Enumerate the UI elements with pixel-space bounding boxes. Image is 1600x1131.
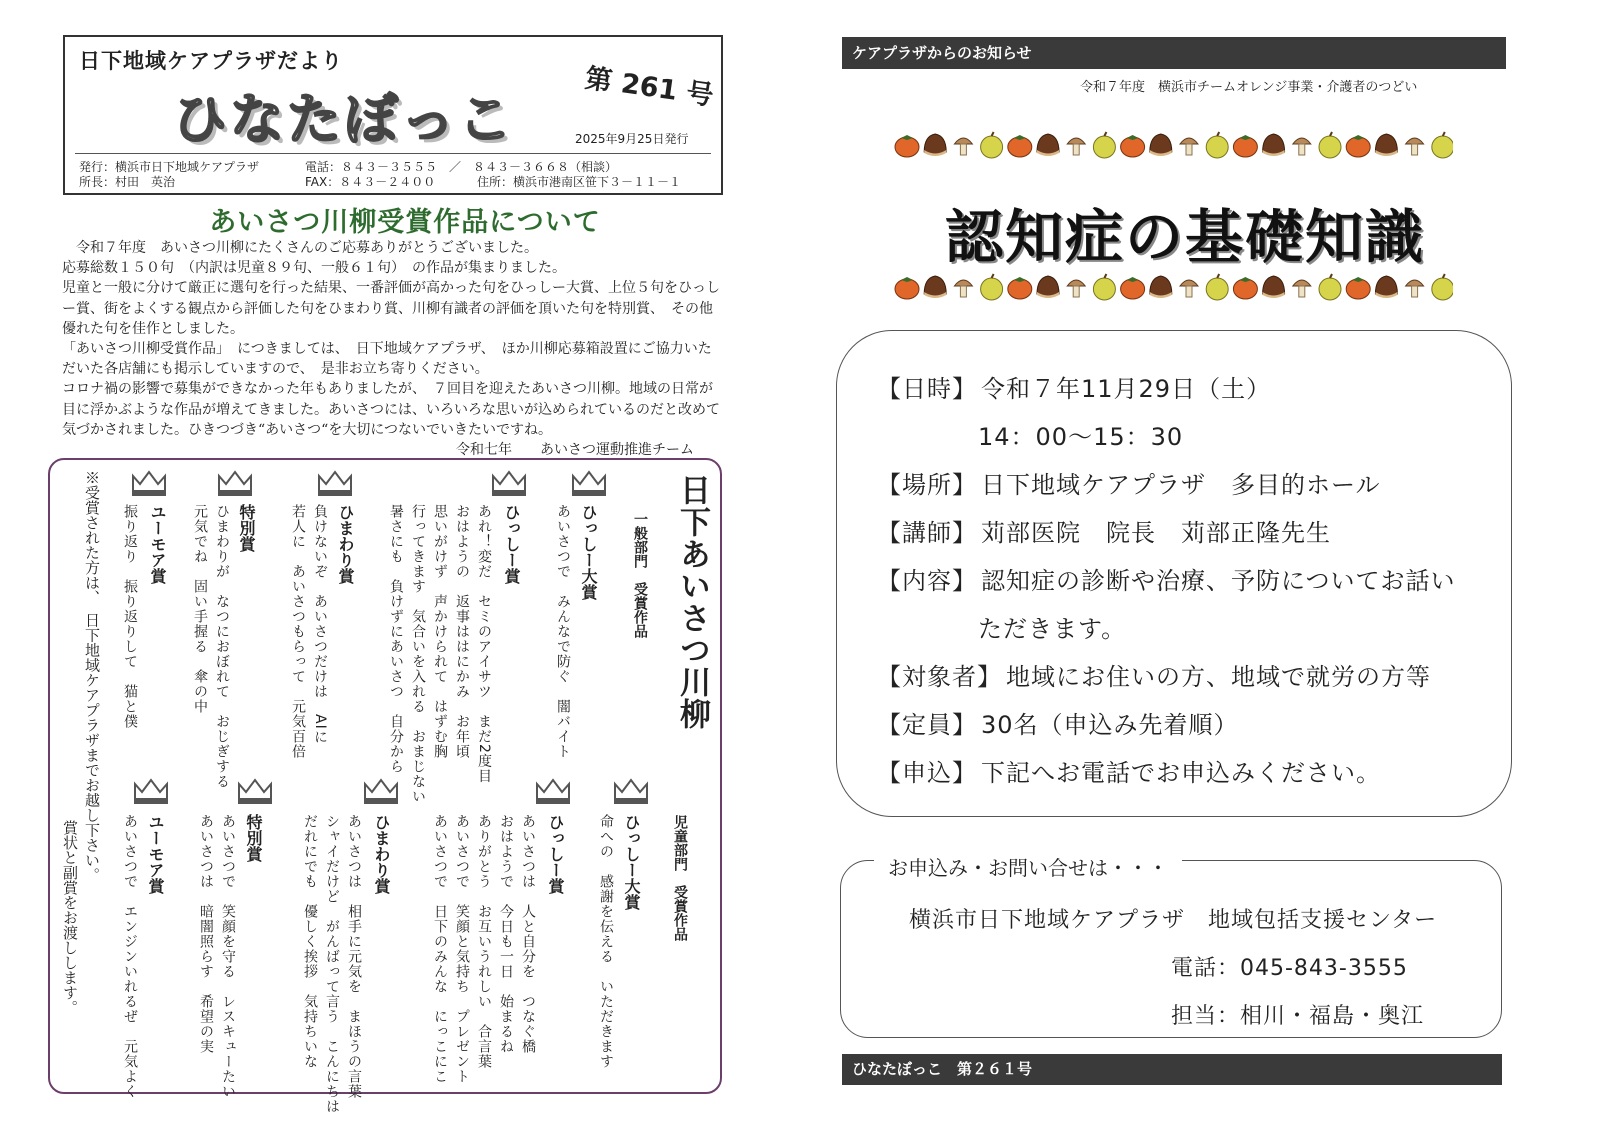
detail-value: 令和７年11月29日（土） [981,375,1272,403]
masthead [63,35,723,195]
award-general-humor: ユーモア賞 [148,504,167,584]
inquiry-heading: お申込み・お問い合せは・・・ [874,852,1182,881]
pear-icon [1093,274,1115,300]
persimmon-icon [1346,277,1370,299]
inquiry-organization: 横浜市日下地域ケアプラザ 地域包括支援センター [909,908,1438,933]
inquiry-phone: 電話：045-843-3555 [1171,956,1408,981]
chestnut-icon [924,276,946,298]
crown-icon [534,776,572,806]
chestnut-icon [1375,134,1397,156]
child-category-label: 児童部門 受賞作品 [672,815,688,941]
fruit-border-bottom [893,272,1453,302]
detail-datetime [877,369,1271,404]
pear-icon [981,274,1003,300]
poem: ひまわりが なつにおぼれて おじぎする [214,504,230,789]
poem: 思いがけず 声かけられて はずむ胸 [432,504,448,759]
detail-value: 30名（申込み先着順） [981,711,1239,739]
award-child-special: 特別賞 [244,814,263,862]
poem: あいさつで 日下のみんな にっこにこ [432,814,448,1084]
persimmon-icon [1121,277,1145,299]
mushroom-icon [1293,280,1311,297]
event-subtitle: 令和７年度 横浜市チームオレンジ事業・介護者のつどい [1080,80,1418,95]
award-general-grand: ひっしー大賞 [579,504,598,600]
mushroom-icon [954,138,972,155]
pear-icon [1206,132,1228,158]
article-body [62,238,724,460]
award-general-himawari: ひまわり賞 [336,504,355,584]
poem: おはようの 返事ははにかみ お年頃 [454,504,470,759]
pear-icon [1319,274,1341,300]
pear-icon [1206,274,1228,300]
article-paragraph: コロナ禍の影響で募集ができなかった年もありましたが、 ７回目を迎えたあいさつ川柳。地域の日常が目に浮かぶような作品が増えてきました。あいさつには、いろいろな思いが込められているのだと改めて気づかされました。ひきつづき“あいさつ“を大切につないでいきたいですね。 [62,381,720,438]
poem: ありがとう お互いうれしい 合言葉 [476,814,492,1069]
award-child-himawari: ひまわり賞 [372,814,391,894]
detail-label: 【申込】 [877,759,977,787]
detail-value: 下記へお電話でお申込みください。 [981,759,1381,787]
poem: シャイだけど がんばって言う こんにちは [324,814,340,1114]
poem: あいさつで 笑顔と気持ち プレゼント [454,814,470,1084]
publisher: 発行：横浜市日下地域ケアプラザ [79,160,260,174]
newsletter-subtitle: 日下地域ケアプラザだより [79,49,343,73]
crown-icon [362,776,400,806]
pear-icon [1319,132,1341,158]
article-signature: 令和七年 あいさつ運動推進チーム [456,442,694,459]
article-paragraph: 「あいさつ川柳受賞作品」 につきましては、 日下地域ケアプラザ、 ほか川柳応募箱設置にご協力いただいた各店舗にも掲示していますので、 是非お立ち寄りください。 [62,341,712,378]
article-paragraph: 児童と一般に分けて厳正に選句を行った結果、一番評価が高かった句をひっしー大賞、上位５句をひっしー賞、街をよくする観点から評価した句をひまわり賞、川柳有識者の評価を頂いた句を特別賞、 その他優れた句を佳作としました。 [62,280,720,337]
persimmon-icon [1008,135,1032,157]
fax: FAX：８４３－２４００ [305,175,436,189]
award-note: 賞状と副賞をお渡しします。 [61,820,79,1015]
poem: あいさつは 暗闇照らす 希望の実 [198,814,214,1054]
persimmon-icon [1008,277,1032,299]
senryu-title: 日下あいさつ川柳 [674,474,710,730]
detail-lecturer [877,513,1331,548]
award-note: ※受賞された方は、 日下地域ケアプラザまでお越し下さい。 [83,470,101,883]
poem: だれにでも 優しく挨拶 気持ちいな [302,814,318,1069]
mushroom-icon [1406,280,1424,297]
issue-date: 2025年9月25日発行 [575,132,689,146]
fruit-border-top [893,130,1453,160]
poem: 暑さにも 負けずにあいさつ 自分から [388,504,404,774]
poem: あいさつで 笑顔を守る レスキューたい [220,814,236,1099]
detail-value: ただきます。 [978,615,1127,643]
detail-value: 地域にお住いの方、地域で就労の方等 [1006,663,1431,691]
crown-icon [612,776,650,806]
chestnut-icon [1037,134,1059,156]
award-child-grand: ひっしー大賞 [622,814,641,910]
persimmon-icon [1233,277,1257,299]
pear-icon [1093,132,1115,158]
article-paragraph: 応募総数１５０句 （内訳は児童８９句、一般６１句） の作品が集まりました。 [62,260,566,277]
crown-icon [130,468,168,498]
masthead-divider [75,153,711,154]
inquiry-staff: 担当：相川・福島・奥江 [1171,1004,1425,1029]
award-general-special: 特別賞 [237,504,256,552]
detail-application [877,753,1381,788]
chestnut-icon [1375,276,1397,298]
detail-label: 【内容】 [877,567,977,595]
detail-place [877,465,1381,500]
director: 所長：村田 英治 [79,175,176,189]
article-paragraph: 令和７年度 あいさつ川柳にたくさんのご応募ありがとうございました。 [62,240,538,256]
chestnut-icon [1150,276,1172,298]
detail-label: 【対象者】 [877,663,1002,691]
footer-bar: ひなたぼっこ 第２６１号 [842,1054,1502,1085]
crown-icon [490,468,528,498]
detail-value: 日下地域ケアプラザ 多目的ホール [981,471,1381,499]
chestnut-icon [924,134,946,156]
poem: 負けないぞ あいさつだけは AIに [312,504,328,745]
detail-content-cont [974,609,1126,644]
award-general-hisshi: ひっしー賞 [502,504,521,584]
mushroom-icon [1293,138,1311,155]
poem: 命への 感謝を伝える いただきます [598,814,614,1069]
award-child-humor: ユーモア賞 [146,814,165,894]
detail-content [877,561,1456,596]
detail-value: 14：00〜15：30 [978,423,1184,451]
mushroom-icon [1180,280,1198,297]
poem: 振り返り 振り返りして 猫と僕 [122,504,138,729]
poem: あいさつは 相手に元気を まほうの言葉 [346,814,362,1099]
chestnut-icon [1037,276,1059,298]
event-title: 認知症の基礎知識 [944,203,1425,271]
persimmon-icon [1346,135,1370,157]
event-details-box [836,330,1512,817]
detail-capacity [877,705,1239,740]
address: 住所：横浜市港南区笹下３－１１－１ [477,175,682,189]
poem: あいさつは 人と自分を つなぐ橋 [520,814,536,1054]
pear-icon [1432,132,1453,158]
detail-label: 【定員】 [877,711,977,739]
persimmon-icon [895,277,919,299]
telephone: 電話：８４３－３５５５ ／ ８４３－３６６８（相談） [305,160,618,174]
detail-value: 苅部医院 院長 苅部正隆先生 [981,519,1331,547]
inquiry-box [840,860,1502,1038]
persimmon-icon [1233,135,1257,157]
detail-label: 【場所】 [877,471,977,499]
detail-time [974,417,1183,452]
crown-icon [132,776,170,806]
persimmon-icon [895,135,919,157]
pear-icon [981,132,1003,158]
general-category-label: 一般部門 受賞作品 [632,512,648,638]
pear-icon [1432,274,1453,300]
poem: あいさつで みんなで防ぐ 闇バイト [555,504,571,759]
crown-icon [236,776,274,806]
chestnut-icon [1150,134,1172,156]
poem: 若人に あいさつもらって 元気百倍 [290,504,306,759]
chestnut-icon [1263,276,1285,298]
detail-label: 【日時】 [877,375,977,403]
detail-value: 認知症の診断や治療、予防についてお話い [981,567,1456,595]
poem: あれ！変だ セミのアイサツ まだ2度目 [476,504,492,784]
mushroom-icon [1067,280,1085,297]
article-heading: あいさつ川柳受賞作品について [209,207,601,238]
mushroom-icon [1406,138,1424,155]
poem: あいさつで エンジンいれるぜ 元気よく [122,814,138,1099]
crown-icon [316,468,354,498]
mushroom-icon [1180,138,1198,155]
poem: 行ってきます 気合いを入れる おまじない [410,504,426,804]
crown-icon [216,468,254,498]
notice-header-bar: ケアプラザからのお知らせ [842,37,1506,69]
newsletter-title: ひなたぼっこ [173,87,515,151]
mushroom-icon [1067,138,1085,155]
senryu-panel [48,458,722,1114]
persimmon-icon [1121,135,1145,157]
chestnut-icon [1263,134,1285,156]
award-child-hisshi: ひっしー賞 [546,814,565,894]
crown-icon [570,468,608,498]
detail-label: 【講師】 [877,519,977,547]
mushroom-icon [954,280,972,297]
issue-number: 第 261 号 [583,63,716,112]
detail-target [877,657,1431,692]
poem: 元気でね 固い手握る 傘の中 [192,504,208,714]
poem: おはようで 今日も一日 始まるね [498,814,514,1054]
